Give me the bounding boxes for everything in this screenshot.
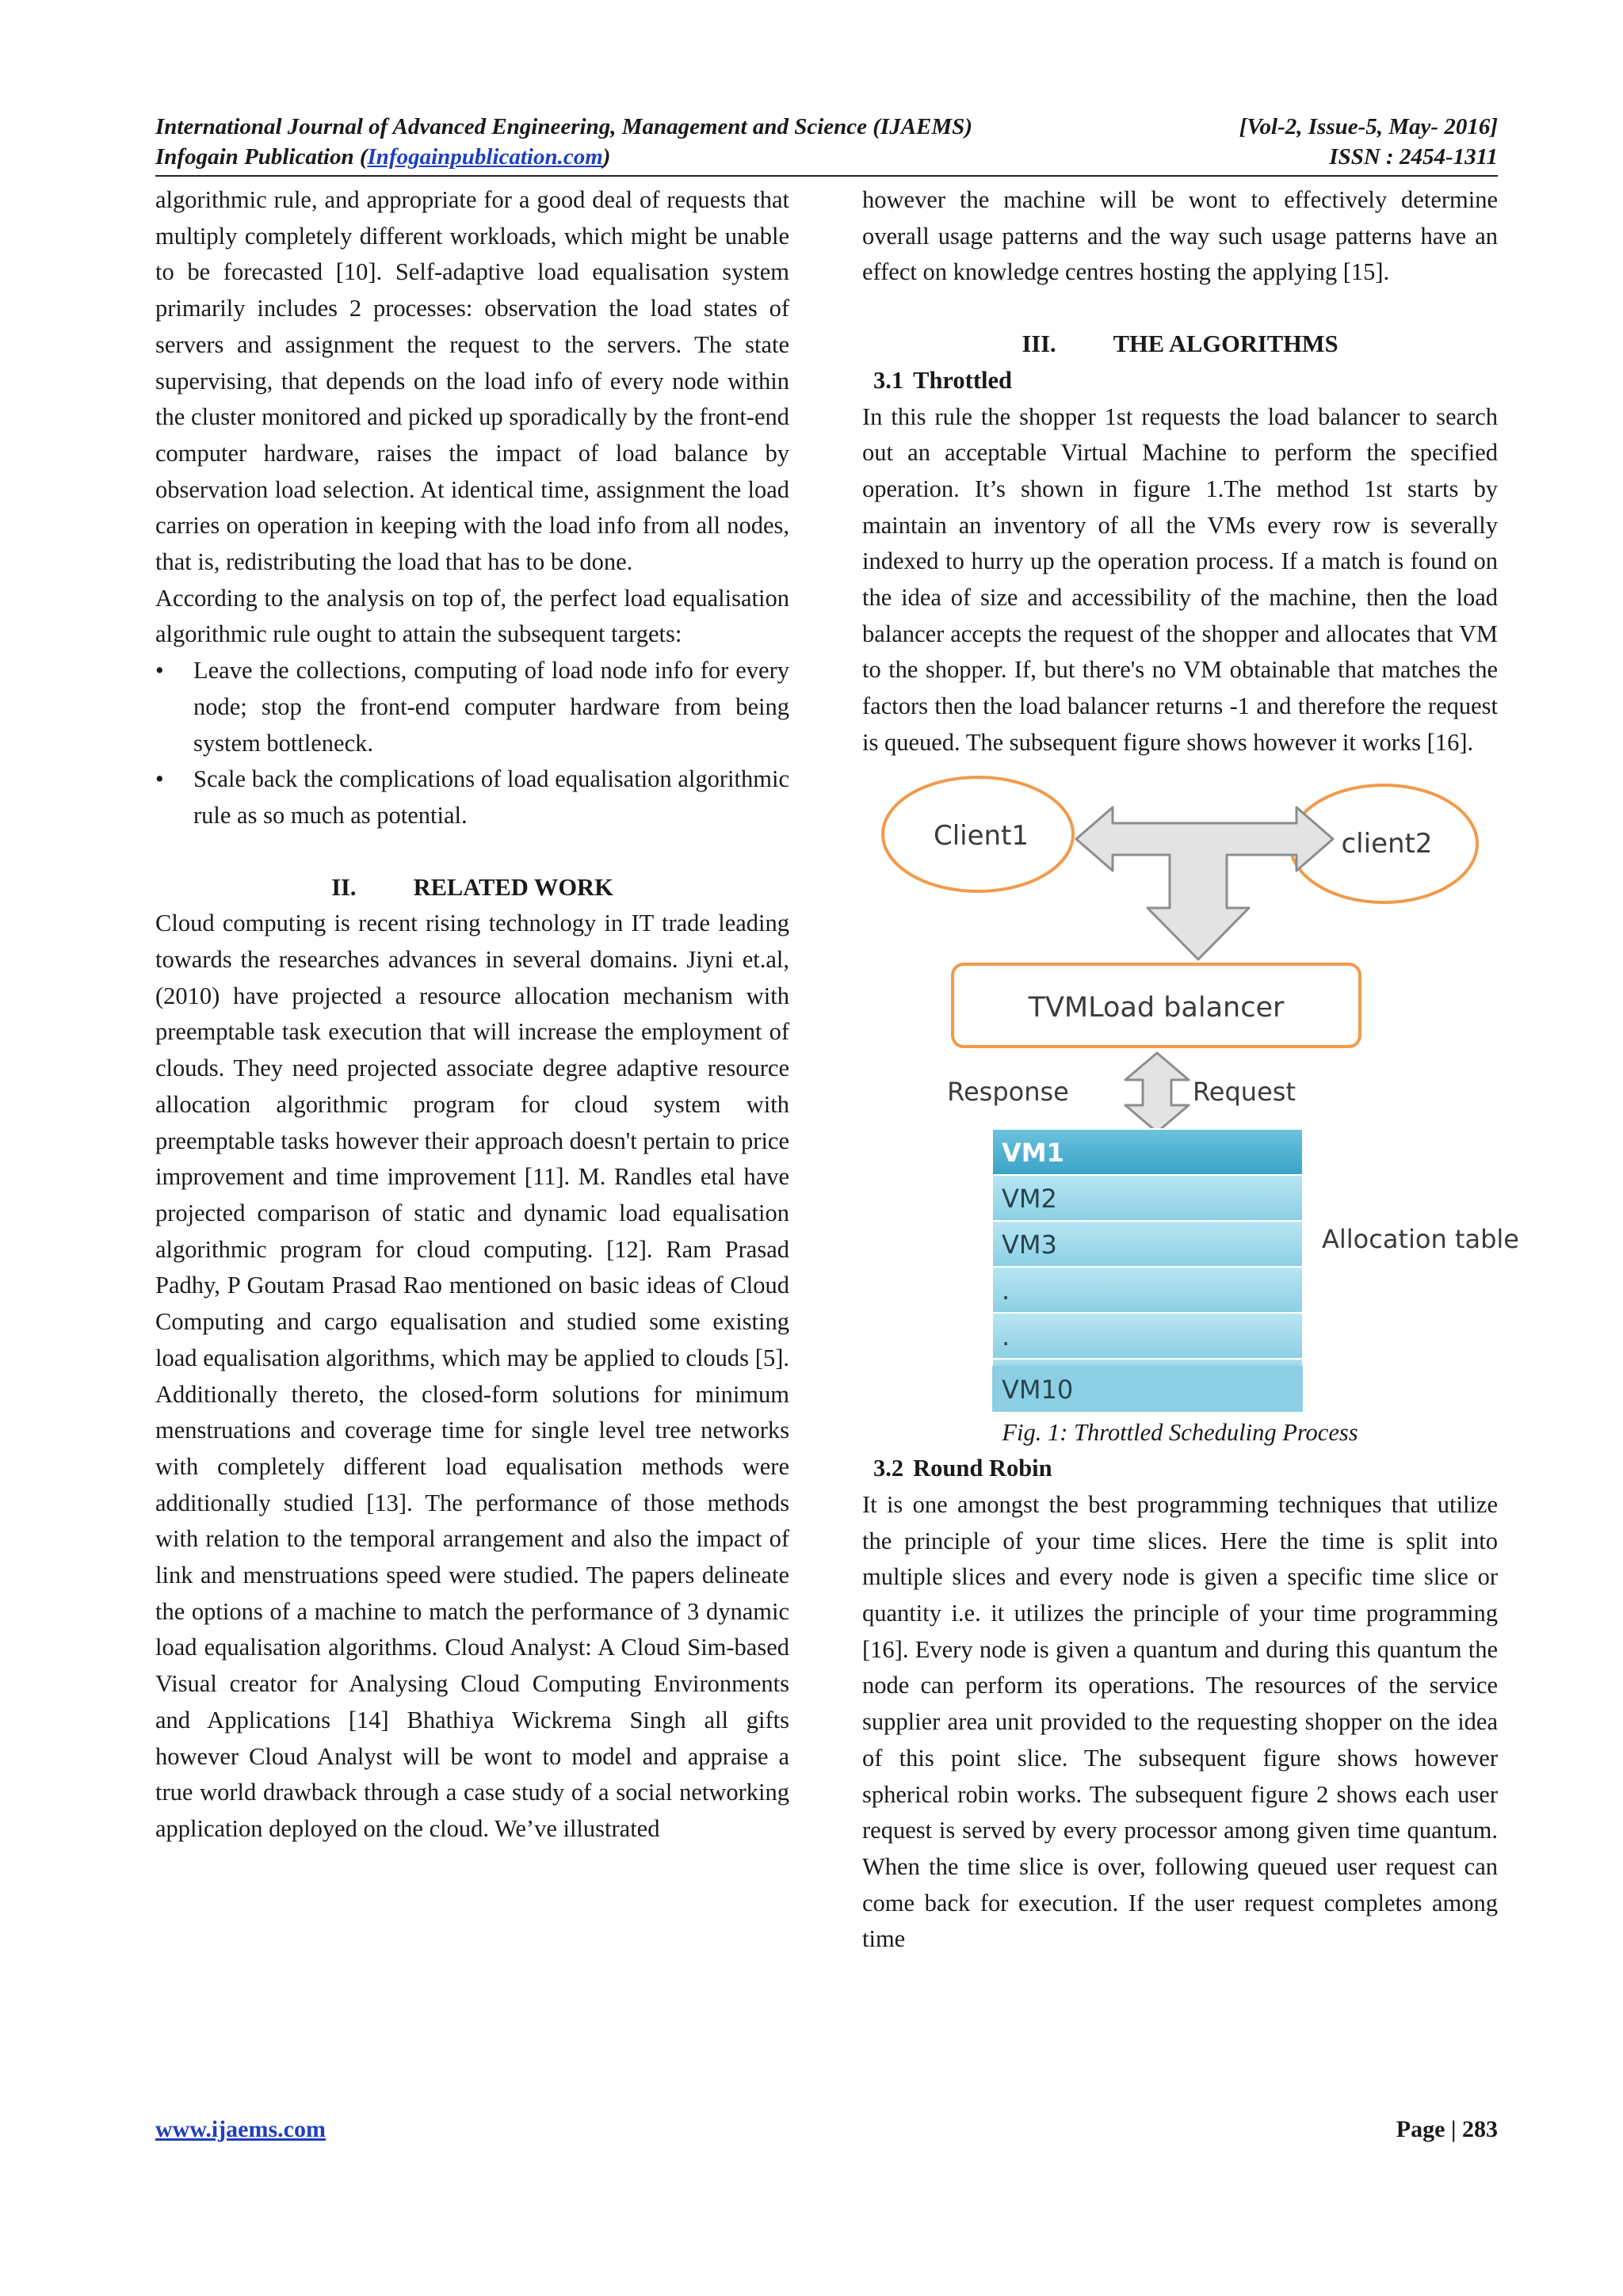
vm-label: VM10 (1002, 1374, 1074, 1405)
issn: ISSN : 2454-1311 (1329, 144, 1498, 170)
table-row (992, 1267, 1303, 1313)
figure-throttled (862, 761, 1519, 1399)
vm-label: . (1002, 1275, 1010, 1306)
updown-arrow-icon (1125, 1053, 1189, 1132)
journal-title: International Journal of Advanced Engineering, Management and Science (IJAEMS) (155, 114, 972, 139)
header-rule (155, 175, 1498, 177)
subsection-heading: 3.2 Round Robin (873, 1455, 1052, 1482)
paragraph: algorithmic rule, and appropriate for a good deal of requests that multiply completely different workloads, which might be unable to be forecasted [10]. Self-adaptive load equalisation system primarily includes 2 processes: observation the load states of servers and assignment the request to the servers. The state supervising, that depends on the load info of every node within the cluster monitored and picked up sporadically by the front-end computer hardware, raises the impact of load balance by observation load selection. At identical time, assignment the load carries on operation in keeping with the load info from all nodes, that is, redistributing the load that has to be done. (155, 186, 789, 576)
vm-label: . (1002, 1321, 1010, 1352)
subsection-heading: 3.1 Throttled (873, 366, 1012, 394)
figure-caption: Fig. 1: Throttled Scheduling Process (1002, 1418, 1358, 1446)
paragraph: however the machine will be wont to effectively determine overall usage patterns and the way such usage patterns have an effect on knowledge centres hosting the applying [15]. (862, 186, 1498, 286)
table-row (992, 1313, 1303, 1359)
volume-info: [Vol-2, Issue-5, May- 2016] (1239, 114, 1498, 139)
publisher-link[interactable]: Infogainpublication.com (367, 144, 603, 170)
publisher: Infogain Publication (Infogainpublication.com) (155, 144, 611, 170)
vm-label: VM1 (1002, 1137, 1064, 1168)
client-arrow-icon (1076, 807, 1333, 959)
footer-url[interactable]: www.ijaems.com (155, 2116, 326, 2142)
bullet-icon: • (155, 657, 164, 685)
bullet-icon: • (155, 765, 164, 793)
left-column (155, 182, 789, 1848)
throttled-diagram (862, 761, 1519, 1371)
list-item: • Leave the collections, computing of load node info for every node; stop the front-end computer hardware from being system bottleneck. (155, 653, 789, 761)
client2-label: client2 (1341, 827, 1433, 860)
list-item: • Scale back the complications of load equalisation algorithmic rule as so much as potential. (155, 761, 789, 833)
balancer-label: TVMLoad balancer (1028, 991, 1285, 1024)
paragraph: It is one amongst the best programming techniques that utilize the principle of your time slices. Here the time is split into multiple slices and every node is given a specific time slice or quantity i.e. it utilizes the principle of your time programming [16]. Every node is given a quantum and during this quantum the node can perform its operations. The resources of the service supplier area unit provided to the requesting shopper on the idea of this point slice. The subsequent figure shows however spherical robin works. The subsequent figure 2 shows each user request is served by every processor among given time quantum. When the time slice is over, following queued user request can come back for execution. If the user request completes among time (862, 1490, 1498, 1953)
client1-label: Client1 (933, 819, 1029, 852)
target-list (155, 653, 789, 834)
paragraph: In this rule the shopper 1st requests the load balancer to search out an acceptable Virtual Machine to perform the specified operation. It’s shown in figure 1.The method 1st starts by maintain an inventory of all the VMs every row is severally indexed to hurry up the operation process. If a match is found on the idea of size and accessibility of the machine, then the load balancer accepts the request of the shopper and allocates that VM to the shopper. If, but there's no VM obtainable that matches the factors then the load balancer returns -1 and therefore the request is queued. The subsequent figure shows however it works [16]. (862, 402, 1498, 756)
right-column (862, 182, 1519, 1958)
request-label: Request (1193, 1076, 1296, 1107)
paragraph: According to the analysis on top of, the perfect load equalisation algorithmic rule ought to attain the subsequent targets: (155, 584, 789, 648)
section-heading: II. RELATED WORK (331, 873, 613, 901)
vm-label: VM2 (1002, 1183, 1057, 1214)
vm-label: VM3 (1002, 1229, 1057, 1260)
page-number: Page | 283 (1396, 2116, 1498, 2142)
paragraph: Cloud computing is recent rising technology in IT trade leading towards the researches advances in several domains. Jiyni et.al, (2010) have projected a resource allocation mechanism with preemptable task execution that will increase the employment of clouds. They need projected associate degree adaptive resource allocation algorithmic program for cloud system with preemptable tasks however their approach doesn't pertain to price improvement and time improvement [11]. M. Randles etal have projected comparison of static and dynamic load equalisation algorithmic program for cloud computing. [12]. Ram Prasad Padhy, P Goutam Prasad Rao mentioned on basic ideas of Cloud Computing and cargo equalisation and studied some existing load equalisation algorithms, which may be applied to clouds [5]. Additionally thereto, the closed-form solutions for minimum menstruations and coverage time for single level tree networks with completely different load equalisation methods were additionally studied [13]. The performance of those methods with relation to the temporal arrangement and also the impact of link and menstruations speed were studied. The papers delineate the options of a machine to match the performance of 3 dynamic load equalisation algorithms. Cloud Analyst: A Cloud Sim-based Visual creator for Analysing Cloud Computing Environments and Applications [14] Bhathiya Wickrema Singh all gifts however Cloud Analyst will be wont to model and appraise a true world drawback through a case study of a social networking application deployed on the cloud. We’ve illustrated (155, 910, 789, 1842)
section-heading: III. THE ALGORITHMS (1022, 330, 1338, 358)
allocation-table-label: Allocation table (1322, 1223, 1519, 1254)
response-label: Response (947, 1076, 1069, 1107)
